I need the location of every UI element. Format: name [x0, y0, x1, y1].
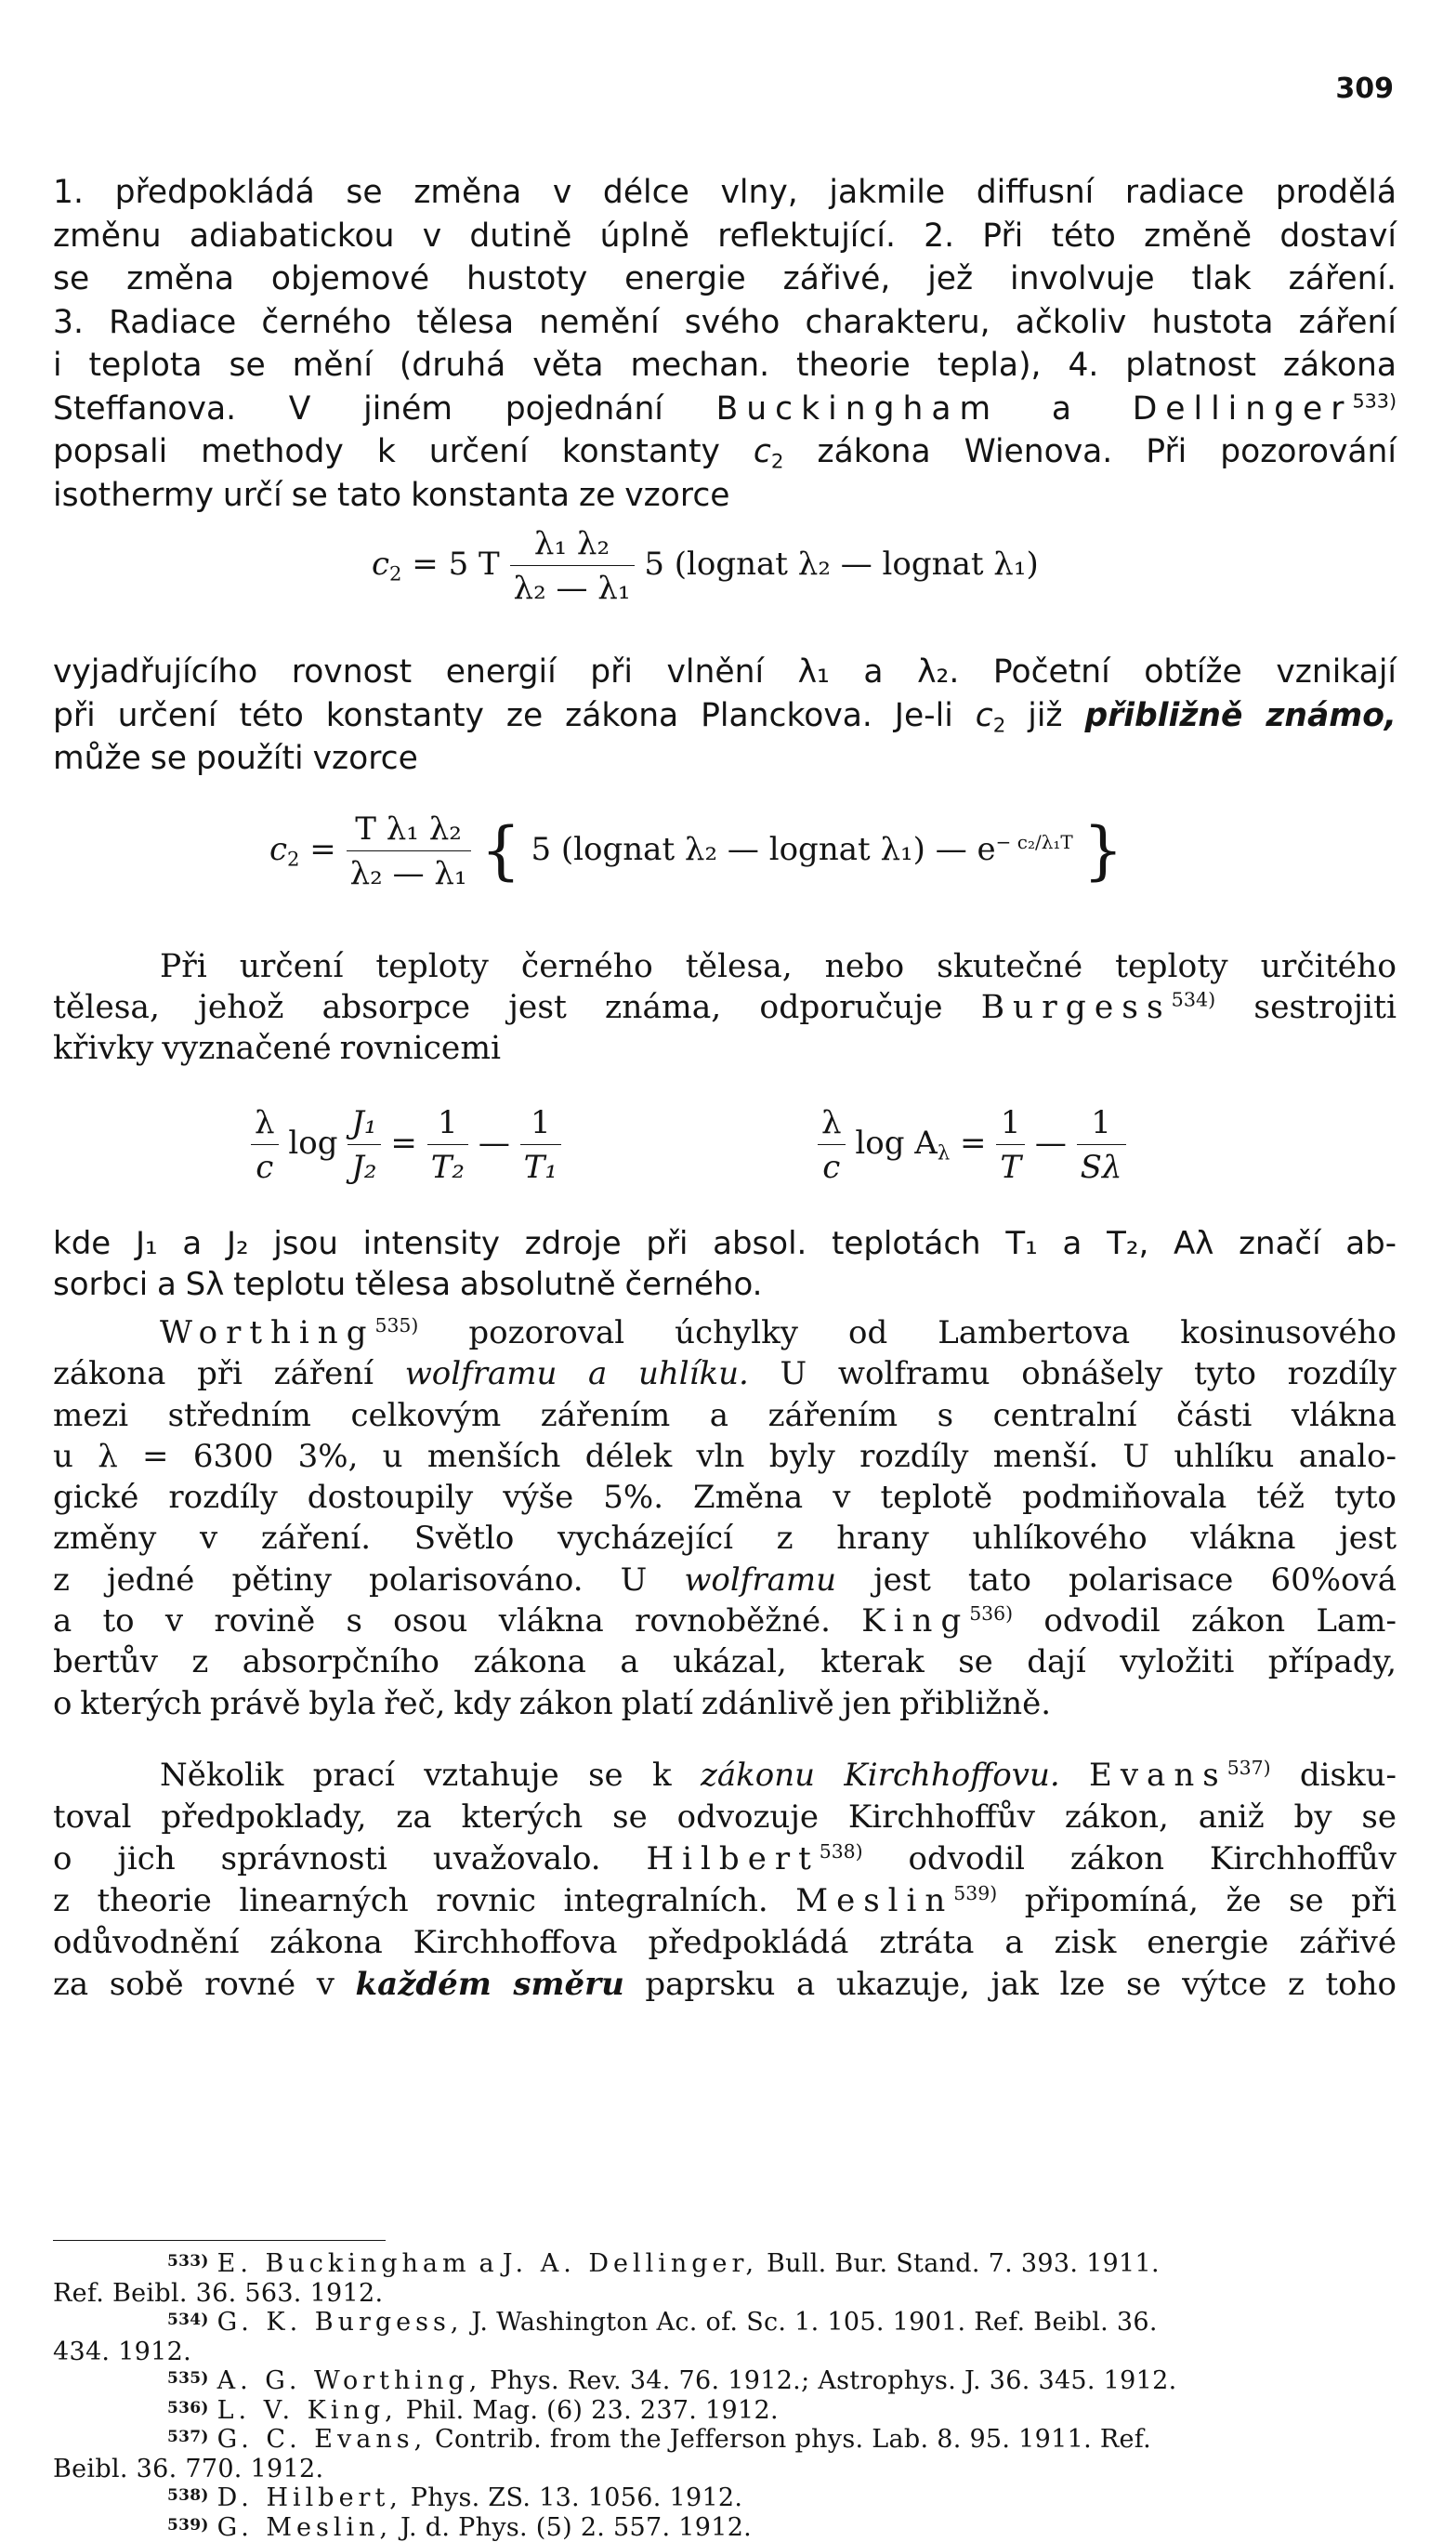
footnote-mark: 536) — [167, 2399, 209, 2417]
footnote-538 — [53, 2483, 1397, 2513]
footnote-mark: 534) — [167, 2311, 209, 2329]
text-line — [53, 1560, 1397, 1600]
footnote-539 — [53, 2513, 1397, 2542]
eq-sub: 2 — [287, 847, 299, 870]
text-line: isothermy určí se tato konstanta ze vzorce — [53, 474, 1397, 518]
text-span: a to v rovině s osou vlákna rovnoběžné. — [53, 1602, 831, 1640]
text-line: 3. Radiace černého tělesa nemění svého charakteru, ačkoliv hustota záření — [53, 301, 1397, 345]
text-line — [53, 1353, 1397, 1394]
footnote-536 — [53, 2396, 1397, 2426]
author-name: Worthing — [160, 1314, 374, 1351]
eq-minus: — — [479, 1125, 510, 1162]
text-line — [53, 1880, 1397, 1922]
eq-minus: — — [1035, 1125, 1067, 1162]
footnote-537 — [53, 2425, 1397, 2455]
text-span: disku- — [1300, 1757, 1397, 1794]
text-span: a — [1052, 390, 1080, 428]
footnote-mark: 533) — [167, 2252, 209, 2271]
fraction — [818, 1104, 846, 1186]
text-line: Při určení teploty černého tělesa, nebo skutečné teploty určitého — [53, 946, 1397, 987]
text-line: odůvodnění zákona Kirchhoffova předpokládá ztráta a zisk energie zářivé — [53, 1922, 1397, 1964]
footnote-cont: Beibl. 36. 770. 1912. — [53, 2455, 1397, 2484]
footnote-ref: 534) — [1172, 989, 1216, 1011]
footnote-text: Phys. ZS. 13. 1056. 1912. — [411, 2483, 743, 2512]
text-span: Steffanova. V jiném pojednání — [53, 390, 663, 428]
text-span: za sobě rovné v — [53, 1966, 334, 2003]
brace-open: { — [480, 815, 520, 889]
denominator: T — [996, 1145, 1025, 1186]
fraction — [347, 810, 471, 892]
author-name: G. K. Burgess, — [217, 2308, 464, 2337]
text-line: může se použíti vzorce — [53, 737, 1397, 781]
eq-inner: 5 (lognat λ₂ — lognat λ₁) — e — [531, 831, 995, 868]
author-name: Hilbert — [647, 1840, 820, 1877]
eq-exponent: − c₂/λ₁T — [996, 831, 1073, 853]
text-span: z jedné pětiny polarisováno. U — [53, 1561, 647, 1599]
denominator: J₂ — [348, 1145, 380, 1186]
denominator: T₂ — [427, 1145, 468, 1186]
text-line: kde J₁ a J₂ jsou intensity zdroje při absol. teplotách T₁ a T₂, Aλ značí ab- — [53, 1223, 1397, 1264]
footnote-ref: 539) — [953, 1882, 997, 1904]
author-name: D. Hilbert, — [217, 2483, 402, 2512]
text-line — [53, 388, 1397, 431]
fraction — [427, 1104, 468, 1186]
fraction — [996, 1104, 1025, 1186]
text-line — [53, 430, 1397, 474]
text-line: o kterých právě byla řeč, kdy zákon platí zdánlivě jen přibližně. — [53, 1683, 1397, 1724]
footnote-mark: 538) — [167, 2486, 209, 2505]
eq-sign: = — [309, 831, 336, 868]
paragraph-4 — [53, 1223, 1397, 1305]
text-line — [53, 1755, 1397, 1797]
emphasis: wolframu a uhlíku. — [405, 1355, 749, 1392]
footnote-text: J. Washington Ac. of. Sc. 1. 105. 1901. Ref. Beibl. 36. — [471, 2308, 1157, 2337]
eq-lhs: c — [269, 831, 287, 868]
eq-lhs: c — [372, 546, 389, 583]
author-name: E. Buckingham — [217, 2249, 471, 2278]
footnote-mark: 535) — [167, 2369, 209, 2388]
text-line: křivky vyznačené rovnicemi — [53, 1028, 1397, 1069]
text-span: odvodil zákon Kirchhoffův — [909, 1840, 1397, 1877]
text-line — [53, 694, 1397, 738]
author-name: G. Meslin, — [217, 2513, 393, 2542]
footnote-text: J. d. Phys. (5) 2. 557. 1912. — [400, 2513, 752, 2542]
text-span: popsali methody k určení konstanty — [53, 433, 720, 470]
footnote-ref: 538) — [820, 1840, 863, 1863]
text-span: sestrojiti — [1253, 989, 1397, 1026]
text-line: sorbci a Sλ teplotu tělesa absolutně černého. — [53, 1264, 1397, 1305]
footnote-ref: 533) — [1352, 389, 1397, 412]
text-span: jest tato polarisace 60%ová — [873, 1561, 1397, 1599]
denominator: T₁ — [520, 1145, 561, 1186]
symbol: c — [976, 697, 993, 734]
footnote-ref: 536) — [969, 1602, 1013, 1625]
text-line — [53, 987, 1397, 1028]
footnote-text: Contrib. from the Jefferson phys. Lab. 8. 95. 1911. Ref. — [435, 2425, 1151, 2454]
paragraph-2 — [53, 651, 1397, 781]
fraction — [348, 1104, 380, 1186]
numerator: λ — [818, 1104, 846, 1145]
text-span: paprsku a ukazuje, jak lze se výtce z toho — [645, 1966, 1397, 2003]
numerator: 1 — [1077, 1104, 1126, 1145]
footnote-534 — [53, 2308, 1397, 2338]
author-name: Evans — [1089, 1757, 1227, 1794]
text-span: z theorie linearných rovnic integralních. — [53, 1882, 768, 1919]
subscript: 2 — [993, 714, 1006, 737]
text-line — [53, 1312, 1397, 1353]
numerator: 1 — [996, 1104, 1025, 1145]
equation-3b — [818, 1104, 1126, 1186]
footnote-divider — [53, 2240, 386, 2241]
footnote-cont: Ref. Beibl. 36. 563. 1912. — [53, 2279, 1397, 2309]
text-span: při určení této konstanty ze zákona Planckova. Je-li — [53, 697, 953, 734]
fraction — [251, 1104, 279, 1186]
text-line: i teplota se mění (druhá věta mechan. theorie tepla), 4. platnost zákona — [53, 344, 1397, 388]
text-span: U wolframu obnášely tyto rozdíly — [780, 1355, 1397, 1392]
footnote-ref: 535) — [374, 1314, 418, 1337]
equation-1 — [372, 525, 1039, 607]
text-span: připomíná, že se při — [1025, 1882, 1397, 1919]
fraction — [520, 1104, 561, 1186]
eq-sign: = 5 T — [412, 546, 499, 583]
eq-log: log A — [855, 1125, 937, 1162]
text-span: tělesa, jehož absorpce jest známa, odporučuje — [53, 989, 943, 1026]
text-line: vyjadřujícího rovnost energií při vlnění λ₁ a λ₂. Početní obtíže vznikají — [53, 651, 1397, 694]
brace-close: } — [1083, 815, 1123, 889]
footnote-cont: 434. 1912. — [53, 2338, 1397, 2367]
emphasis: každém směru — [356, 1966, 624, 2003]
numerator: 1 — [427, 1104, 468, 1145]
emphasis: přibližně známo, — [1084, 697, 1397, 734]
text-line: se změna objemové hustoty energie zářivé, jež involvuje tlak záření. — [53, 257, 1397, 301]
emphasis: wolframu — [684, 1561, 836, 1599]
footnote-ref: 537) — [1227, 1757, 1271, 1779]
denominator: λ₂ — λ₁ — [347, 851, 471, 892]
eq-sub: 2 — [389, 561, 401, 585]
author-name: A. G. Worthing, — [217, 2366, 482, 2395]
text-line: změny v záření. Světlo vycházející z hrany uhlíkového vlákna jest — [53, 1518, 1397, 1559]
eq-sub: λ — [938, 1140, 950, 1164]
footnote-text: Bull. Bur. Stand. 7. 393. 1911. — [767, 2249, 1160, 2278]
footnote-mark: 537) — [167, 2428, 209, 2446]
eq-rhs: 5 (lognat λ₂ — lognat λ₁) — [644, 546, 1038, 583]
emphasis: zákonu Kirchhoffovu. — [701, 1757, 1060, 1794]
text-line: gické rozdíly dostoupily výše 5%. Změna v teplotě podmiňovala též tyto — [53, 1477, 1397, 1518]
denominator: c — [251, 1145, 279, 1186]
denominator: Sλ — [1077, 1145, 1126, 1186]
text-span: již — [1028, 697, 1062, 734]
equation-3a — [251, 1104, 561, 1186]
author-name: King — [861, 1602, 969, 1640]
footnote-533 — [53, 2249, 1397, 2279]
fraction — [1077, 1104, 1126, 1186]
symbol: c — [754, 433, 771, 470]
text-line: mezi středním celkovým zářením a zářením s centralní části vlákna — [53, 1395, 1397, 1436]
author-name: Meslin — [795, 1882, 953, 1919]
denominator: c — [818, 1145, 846, 1186]
numerator: T λ₁ λ₂ — [347, 810, 471, 851]
text-line — [53, 1600, 1397, 1641]
text-span: o jich správnosti uvažovalo. — [53, 1840, 601, 1877]
text-span: odvodil zákon Lam- — [1043, 1602, 1397, 1640]
denominator: λ₂ — λ₁ — [510, 566, 635, 607]
numerator: λ₁ λ₂ — [510, 525, 635, 566]
author-name: G. C. Evans, — [217, 2425, 427, 2454]
text-line — [53, 1838, 1397, 1880]
text-line: změnu adiabatickou v dutině úplně reflektující. 2. Při této změně dostaví — [53, 215, 1397, 258]
eq-log: log — [288, 1125, 337, 1162]
text-line: u λ = 6300 3%, u menších délek vln byly rozdíly menší. U uhlíku analo- — [53, 1436, 1397, 1477]
footnote-535 — [53, 2366, 1397, 2396]
text-span: Několik prací vztahuje se k — [160, 1757, 672, 1794]
fraction — [510, 525, 635, 607]
text-line: bertův z absorpčního zákona a ukázal, kterak se dají vyložiti případy, — [53, 1641, 1397, 1682]
paragraph-6 — [53, 1755, 1397, 2006]
numerator: λ — [251, 1104, 279, 1145]
author-name: J. A. Dellinger, — [503, 2249, 758, 2278]
footnote-text: Phys. Rev. 34. 76. 1912.; Astrophys. J. 36. 345. 1912. — [490, 2366, 1176, 2395]
eq-sign: = — [390, 1125, 417, 1162]
paragraph-1 — [53, 171, 1397, 517]
author-name: Dellinger — [1133, 390, 1353, 428]
text-span: pozoroval úchylky od Lambertova kosinusového — [468, 1314, 1397, 1351]
text-line: toval předpoklady, za kterých se odvozuje Kirchhoffův zákon, aniž by se — [53, 1797, 1397, 1838]
paragraph-3 — [53, 946, 1397, 1069]
numerator: J₁ — [348, 1104, 380, 1145]
author-name: L. V. King, — [217, 2396, 398, 2425]
footnotes — [53, 2249, 1397, 2542]
eq-sign: = — [960, 1125, 987, 1162]
footnote-text: Phil. Mag. (6) 23. 237. 1912. — [406, 2396, 779, 2425]
footnote-mark: 539) — [167, 2516, 209, 2535]
numerator: 1 — [520, 1104, 561, 1145]
author-name: Buckingham — [716, 390, 999, 428]
equation-2 — [269, 810, 1123, 892]
text-line: 1. předpokládá se změna v délce vlny, jakmile diffusní radiace prodělá — [53, 171, 1397, 215]
text-span: zákona Wienova. Při pozorování — [818, 433, 1397, 470]
paragraph-5 — [53, 1312, 1397, 1724]
page-number: 309 — [1335, 72, 1394, 105]
author-name: Burgess — [981, 989, 1172, 1026]
text-span: a — [479, 2249, 494, 2278]
text-span: zákona při záření — [53, 1355, 374, 1392]
subscript: 2 — [771, 450, 784, 473]
text-line — [53, 1964, 1397, 2006]
